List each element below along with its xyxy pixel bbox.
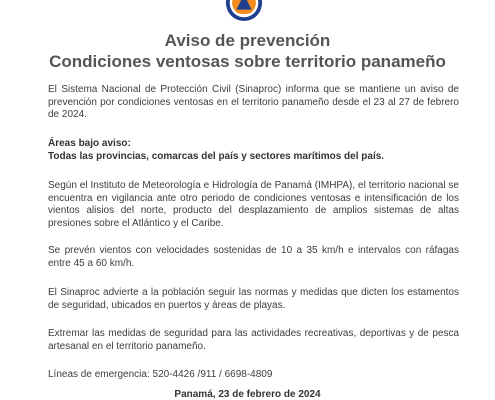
measures-paragraph: Extremar las medidas de seguridad para las actividades recreativas, deportivas y de pesca artesanal en el territorio panameño. xyxy=(48,328,459,352)
winds-paragraph: Se prevén vientos con velocidades sostenidas de 10 a 35 km/h e intervalos con ráfagas entre 45 a 60 km/h. xyxy=(48,245,459,269)
civil-protection-seal-icon xyxy=(225,0,263,22)
notice-title: Aviso de prevención xyxy=(164,31,331,50)
emergency-lines: Líneas de emergencia: 520-4426 /911 / 6698-4809 xyxy=(48,369,273,380)
areas-text: Todas las provincias, comarcas del país y sectores marítimos del país. xyxy=(48,151,385,162)
advice-paragraph: El Sinaproc advierte a la población seguir las normas y medidas que dicten los estamentos de seguridad, ubicados en puertos y áreas de playas. xyxy=(48,287,459,311)
footer-date: Panamá, 23 de febrero de 2024 xyxy=(174,389,321,400)
notice-subtitle: Condiciones ventosas sobre territorio panameño xyxy=(49,52,446,71)
imhpa-paragraph: Según el Instituto de Meteorología e Hidrología de Panamá (IMHPA), el territorio nacional se encuentra en vigilancia ante otro periodo de condiciones ventosas e intensificación de los vientos alisios del norte, producto del desplazamiento de amplios sistemas de altas presiones sobre el Atlántico y el Caribe. xyxy=(48,180,459,229)
intro-paragraph: El Sistema Nacional de Protección Civil (Sinaproc) informa que se mantiene un aviso de prevención por condiciones ventosas en el territorio panameño desde el 23 al 27 de febrero de 2024. xyxy=(48,84,459,120)
areas-heading: Áreas bajo aviso: xyxy=(48,138,131,149)
